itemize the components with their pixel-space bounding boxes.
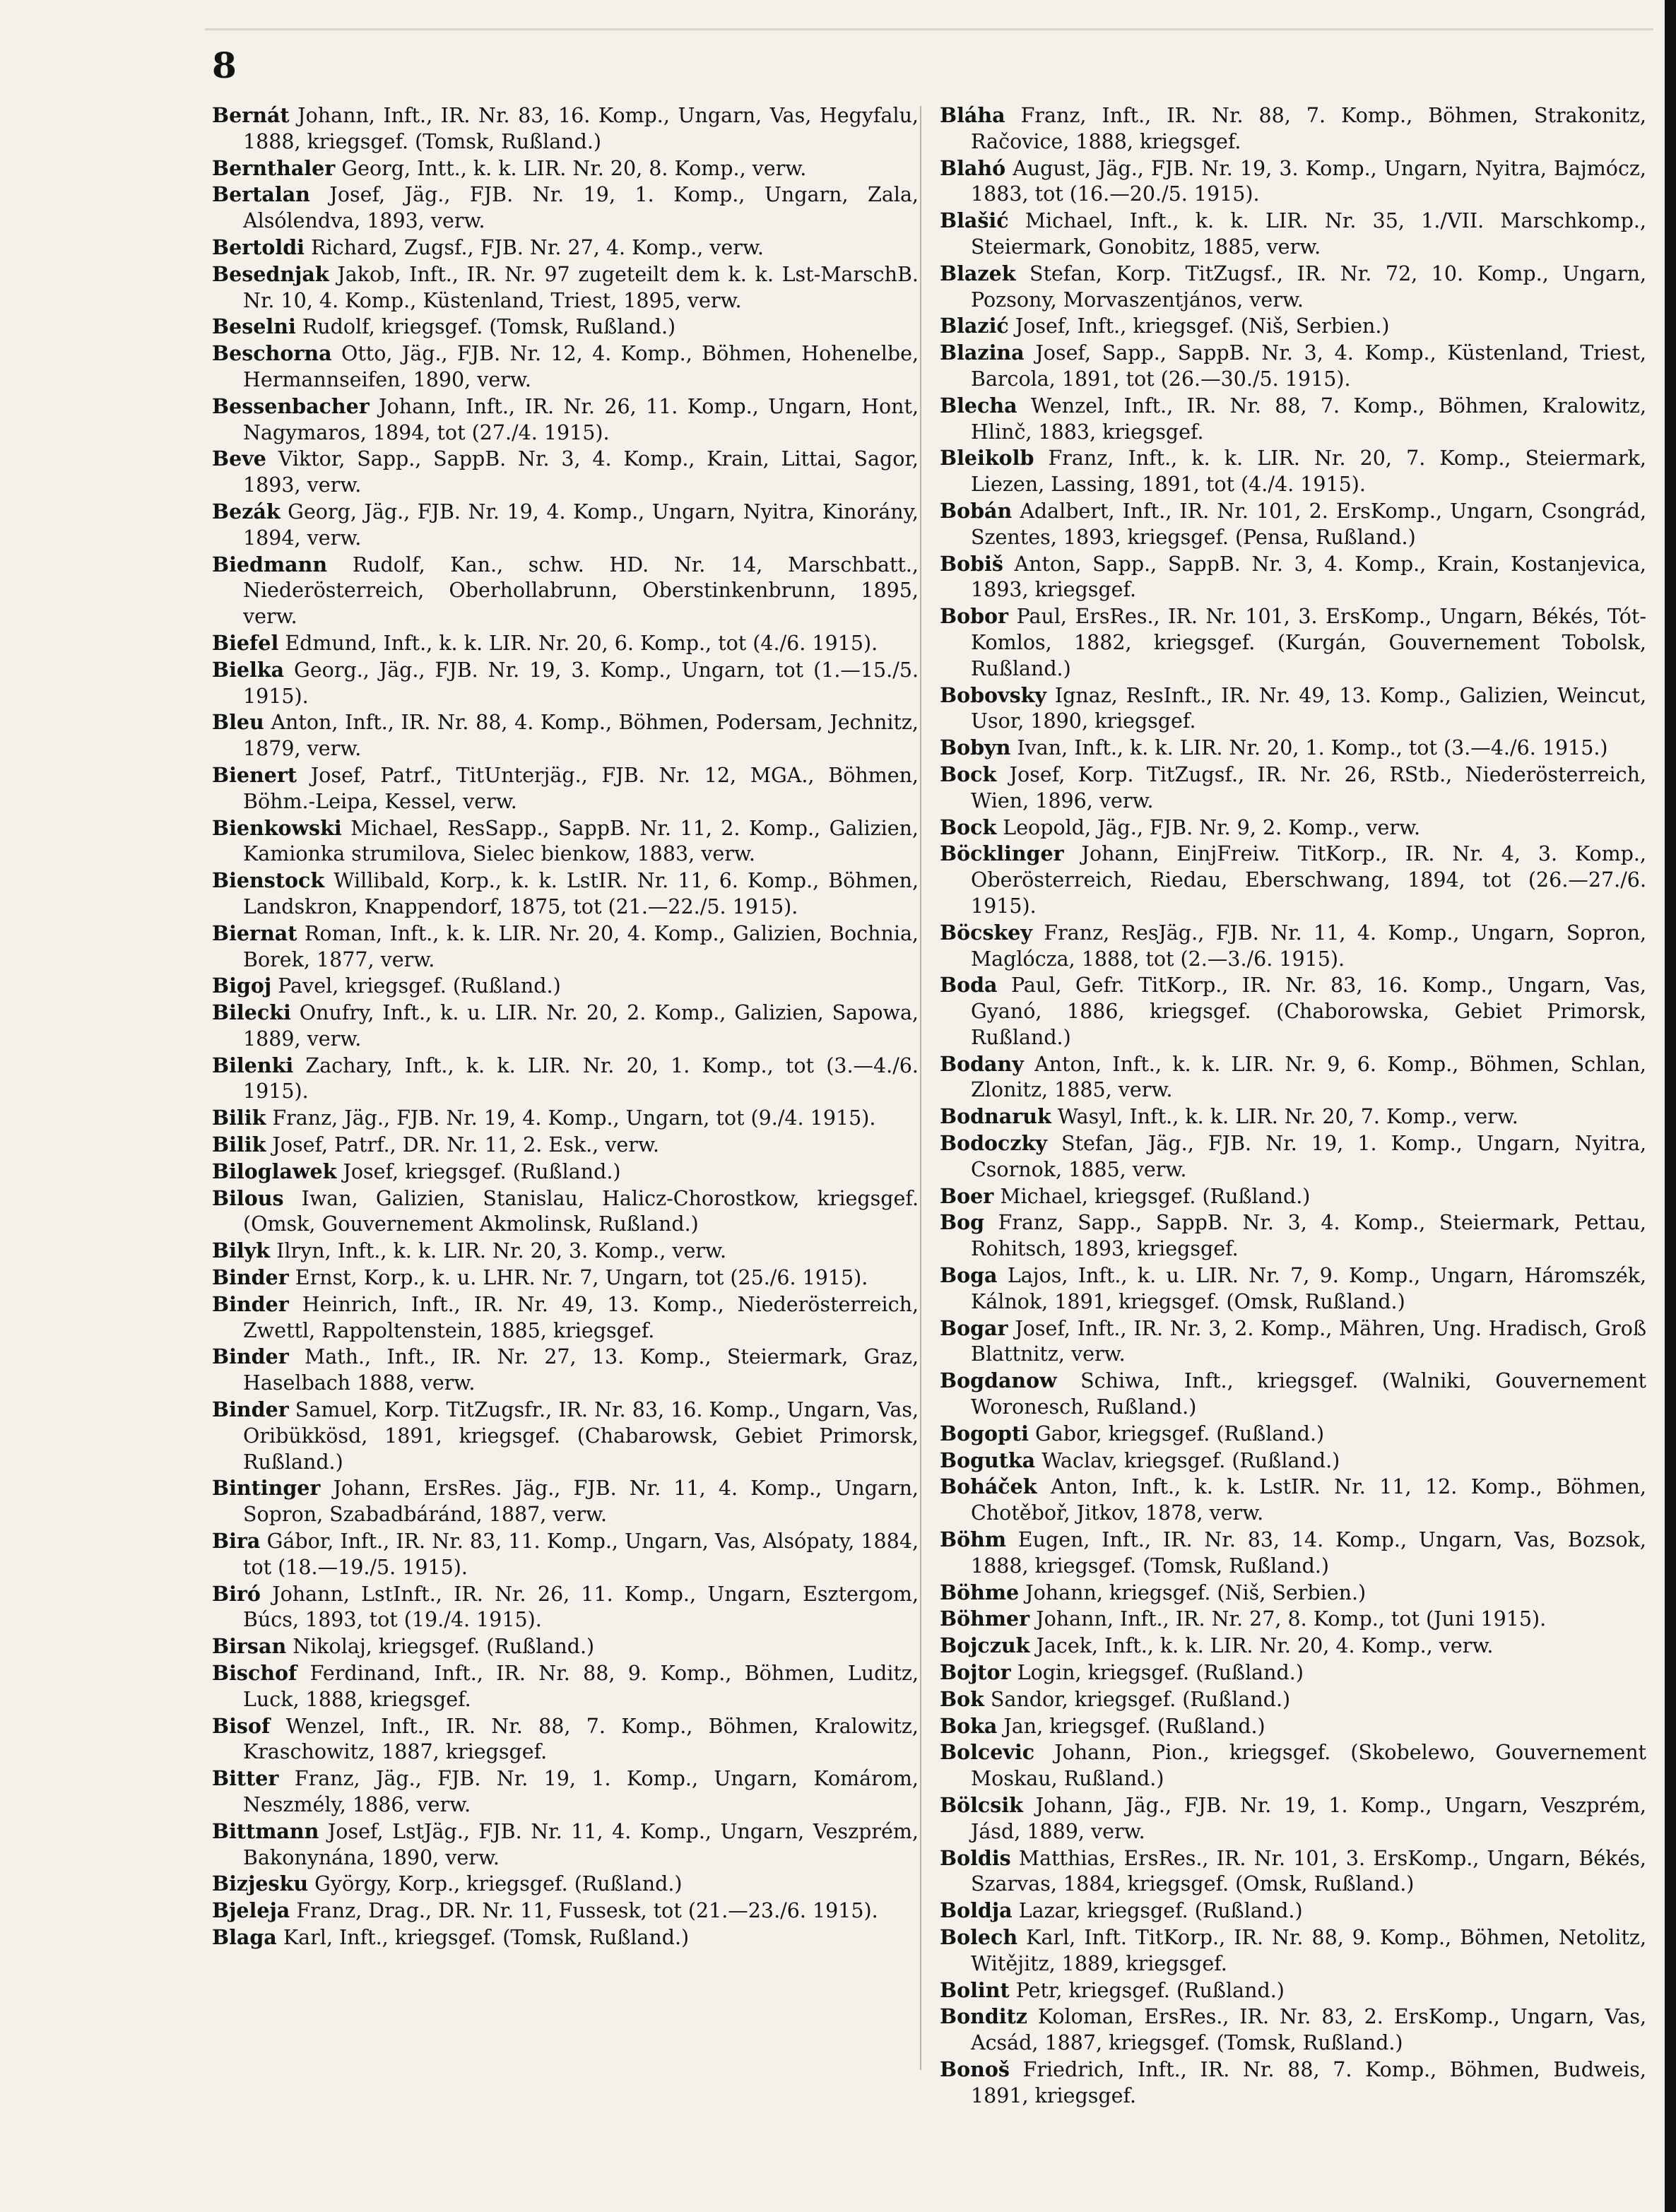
entry-details: Leopold, Jäg., FJB. Nr. 9, 2. Komp., verw. — [1003, 815, 1421, 839]
entry-details: Josef, Patrf., TitUnterjäg., FJB. Nr. 12, MGA., Böhmen, Böhm.-Leipa, Kessel, verw. — [243, 763, 919, 813]
entry-surname: Biedmann — [212, 552, 328, 576]
list-item — [940, 1739, 1646, 1792]
list-item — [940, 1580, 1646, 1607]
entry-surname: Bizjesku — [212, 1871, 309, 1896]
entry-details: Johann, EinjFreiw. TitKorp., IR. Nr. 4, 3. Komp., Oberösterreich, Riedau, Eberschwang, 1894, tot (26.—27./6. 1915). — [971, 842, 1646, 918]
list-item — [940, 735, 1646, 762]
entry-surname: Bintinger — [212, 1476, 321, 1501]
entry-surname: Blazić — [940, 314, 1009, 338]
entry-surname: Bischof — [212, 1661, 297, 1686]
list-item — [940, 208, 1646, 261]
entry-details: Josef, LstJäg., FJB. Nr. 11, 4. Komp., Ungarn, Veszprém, Bakonynána, 1890, verw. — [243, 1819, 919, 1869]
entry-details: Johann, ErsRes. Jäg., FJB. Nr. 11, 4. Komp., Ungarn, Sopron, Szabadbáránd, 1887, verw. — [243, 1477, 919, 1527]
list-item — [940, 1421, 1646, 1448]
entry-surname: Blaga — [212, 1924, 277, 1949]
entry-surname: Bogdanow — [940, 1368, 1057, 1393]
entry-details: Josef, Inft., IR. Nr. 3, 2. Komp., Mähren, Ung. Hradisch, Groß Blattnitz, verw. — [971, 1316, 1646, 1366]
entry-surname: Boda — [940, 973, 998, 998]
list-item — [212, 1265, 919, 1291]
entry-details: Richard, Zugsf., FJB. Nr. 27, 4. Komp., verw. — [311, 235, 764, 259]
entry-surname: Beve — [212, 446, 266, 471]
list-item — [940, 551, 1646, 604]
entry-surname: Bilyk — [212, 1238, 271, 1263]
entry-surname: Bog — [940, 1210, 985, 1235]
entry-surname: Bigoj — [212, 974, 272, 998]
entry-details: Jakob, Inft., IR. Nr. 97 zugeteilt dem k. k. Lst-MarschB. Nr. 10, 4. Komp., Küstenland, Triest, 1895, verw. — [243, 262, 919, 312]
list-item — [940, 1898, 1646, 1924]
entry-details: Stefan, Korp. TitZugsf., IR. Nr. 72, 10. Komp., Ungarn, Pozsony, Morvaszentjános, verw. — [971, 261, 1647, 312]
list-item — [940, 1368, 1646, 1421]
entry-surname: Bisof — [212, 1713, 271, 1738]
left-column — [212, 102, 919, 1951]
entry-details: August, Jäg., FJB. Nr. 19, 3. Komp., Ungarn, Nyitra, Bajmócz, 1883, tot (16.—20./5. 1915). — [971, 156, 1646, 206]
entry-surname: Beschorna — [212, 341, 332, 366]
entry-surname: Bolint — [940, 1977, 1010, 2002]
entry-surname: Böhm — [940, 1527, 1006, 1552]
list-item — [212, 1581, 919, 1634]
entry-surname: Bolech — [940, 1924, 1018, 1949]
list-item — [940, 1209, 1646, 1262]
entry-details: Franz, Jäg., FJB. Nr. 19, 4. Komp., Ungarn, tot (9./4. 1915). — [272, 1106, 876, 1130]
entry-details: Gábor, Inft., IR. Nr. 83, 11. Komp., Ungarn, Vas, Alsópaty, 1884, tot (18.—19./5. 1915). — [243, 1530, 919, 1579]
list-item — [212, 1660, 919, 1713]
list-item — [940, 815, 1646, 841]
entry-details: Michael, Inft., k. k. LIR. Nr. 35, 1./VII. Marschkomp., Steiermark, Gonobitz, 1885, verw. — [971, 209, 1646, 259]
entry-surname: Bertoldi — [212, 235, 305, 259]
entry-surname: Besednjak — [212, 261, 329, 286]
entry-details: Ivan, Inft., k. k. LIR. Nr. 20, 1. Komp., tot (3.—4./6. 1915.) — [1017, 736, 1608, 760]
entry-surname: Blahó — [940, 155, 1006, 180]
entry-surname: Bobiš — [940, 551, 1003, 576]
list-item — [212, 1053, 919, 1106]
entry-surname: Blazina — [940, 341, 1025, 365]
entry-surname: Bodany — [940, 1051, 1024, 1076]
entry-details: Onufry, Inft., k. u. LIR. Nr. 20, 2. Komp., Galizien, Sapowa, 1889, verw. — [243, 1001, 919, 1051]
list-item — [212, 394, 919, 446]
entry-details: Ernst, Korp., k. u. LHR. Nr. 7, Ungarn, tot (25./6. 1915). — [295, 1266, 868, 1290]
entry-surname: Blazek — [940, 261, 1016, 285]
list-item — [212, 1291, 919, 1344]
entry-details: Gabor, kriegsgef. (Rußland.) — [1035, 1421, 1325, 1445]
entry-surname: Bok — [940, 1686, 984, 1711]
list-item — [212, 155, 919, 182]
list-item — [212, 1475, 919, 1528]
entry-details: Franz, Inft., k. k. LIR. Nr. 20, 7. Komp., Steiermark, Liezen, Lassing, 1891, tot (4./4. 1915). — [971, 446, 1646, 497]
entry-details: Franz, Inft., IR. Nr. 88, 7. Komp., Böhmen, Strakonitz, Račovice, 1888, kriegsgef. — [971, 104, 1646, 153]
list-item — [212, 1344, 919, 1397]
entry-surname: Binder — [212, 1397, 289, 1422]
entry-surname: Binder — [212, 1265, 289, 1290]
list-item — [940, 682, 1646, 735]
entry-details: Petr, kriegsgef. (Rußland.) — [1015, 1978, 1285, 2002]
entry-details: Login, kriegsgef. (Rußland.) — [1017, 1661, 1304, 1685]
entry-details: Johann, kriegsgef. (Niš, Serbien.) — [1025, 1580, 1367, 1604]
list-item — [940, 2057, 1646, 2110]
entry-surname: Bobor — [940, 604, 1009, 629]
list-item — [940, 972, 1646, 1051]
list-item — [212, 182, 919, 235]
entry-surname: Boga — [940, 1263, 998, 1288]
entry-details: Otto, Jäg., FJB. Nr. 12, 4. Komp., Böhmen, Hohenelbe, Hermannseifen, 1890, verw. — [243, 342, 919, 391]
entry-details: Anton, Inft., IR. Nr. 88, 4. Komp., Böhmen, Podersam, Jechnitz, 1879, verw. — [243, 711, 919, 761]
entry-surname: Bobovsky — [940, 682, 1046, 707]
list-item — [212, 102, 919, 155]
scan-artifact-rule — [205, 28, 1653, 30]
list-item — [212, 1238, 919, 1265]
entry-details: Koloman, ErsRes., IR. Nr. 83, 2. ErsKomp., Ungarn, Vas, Acsád, 1887, kriegsgef. (Tomsk, Rußland.) — [971, 2005, 1647, 2055]
entry-details: György, Korp., kriegsgef. (Rußland.) — [314, 1872, 683, 1896]
list-item — [212, 868, 919, 921]
entry-surname: Binder — [212, 1291, 289, 1316]
list-item — [940, 1262, 1646, 1315]
list-item — [212, 499, 919, 552]
entry-surname: Bojczuk — [940, 1633, 1030, 1658]
entry-details: Heinrich, Inft., IR. Nr. 49, 13. Komp., Niederösterreich, Zwettl, Rappoltenstein, 1885, kriegsgef. — [243, 1292, 919, 1342]
entry-details: Josef, Sapp., SappB. Nr. 3, 4. Komp., Küstenland, Triest, Barcola, 1891, tot (26.—30./5. 1915). — [971, 341, 1646, 391]
entry-details: Josef, kriegsgef. (Rußland.) — [343, 1159, 621, 1183]
list-item — [940, 1845, 1646, 1898]
entry-details: Lazar, kriegsgef. (Rußland.) — [1018, 1899, 1303, 1923]
entry-details: Franz, Jäg., FJB. Nr. 19, 1. Komp., Ungarn, Komárom, Neszmély, 1886, verw. — [243, 1767, 919, 1816]
list-item — [212, 446, 919, 499]
entry-surname: Bogopti — [940, 1421, 1029, 1445]
list-item — [212, 314, 919, 341]
entry-details: Wenzel, Inft., IR. Nr. 88, 7. Komp., Böhmen, Kralowitz, Hlinč, 1883, kriegsgef. — [971, 394, 1646, 444]
entry-details: Edmund, Inft., k. k. LIR. Nr. 20, 6. Komp., tot (4./6. 1915). — [285, 631, 878, 655]
entry-surname: Bláha — [940, 103, 1005, 127]
entry-details: Johann, LstInft., IR. Nr. 26, 11. Komp., Ungarn, Esztergom, Búcs, 1893, tot (19./4. 1915). — [243, 1582, 919, 1632]
list-item — [212, 921, 919, 974]
entry-surname: Bernthaler — [212, 155, 336, 180]
entry-surname: Biloglawek — [212, 1159, 337, 1183]
entry-surname: Bernát — [212, 103, 290, 127]
entry-details: Franz, Drag., DR. Nr. 11, Fussesk, tot (21.—23./6. 1915). — [296, 1899, 878, 1923]
list-item — [212, 973, 919, 1000]
list-item — [940, 261, 1646, 314]
list-item — [940, 1686, 1646, 1713]
list-item — [212, 1132, 919, 1159]
list-item — [212, 1185, 919, 1238]
entry-details: Josef, Inft., kriegsgef. (Niš, Serbien.) — [1015, 314, 1390, 338]
entry-surname: Bölcsik — [940, 1793, 1023, 1817]
entry-details: Pavel, kriegsgef. (Rußland.) — [278, 974, 561, 998]
entry-details: Paul, Gefr. TitKorp., IR. Nr. 83, 16. Komp., Ungarn, Vas, Gyanó, 1886, kriegsgef. (Chaborowska, Gebiet Primorsk, Rußland.) — [971, 974, 1646, 1049]
list-item — [212, 1713, 919, 1766]
entry-details: Karl, Inft. TitKorp., IR. Nr. 88, 9. Komp., Böhmen, Netolitz, Witějitz, 1889, kriegsgef. — [971, 1925, 1647, 1975]
scan-border — [1665, 0, 1676, 2212]
entry-surname: Birsan — [212, 1634, 287, 1659]
entry-surname: Bira — [212, 1529, 261, 1554]
entry-surname: Bittmann — [212, 1818, 319, 1843]
entry-surname: Boka — [940, 1713, 998, 1738]
entry-surname: Bielka — [212, 657, 285, 682]
entry-surname: Biró — [212, 1581, 261, 1606]
entry-details: Johann, Inft., IR. Nr. 83, 16. Komp., Ungarn, Vas, Hegyfalu, 1888, kriegsgef. (Tomsk, Rußland.) — [243, 104, 919, 153]
entry-surname: Bezák — [212, 499, 281, 524]
entry-details: Josef, Korp. TitZugsf., IR. Nr. 26, RStb., Niederösterreich, Wien, 1896, verw. — [971, 762, 1647, 812]
list-item — [212, 1818, 919, 1871]
entry-details: Waclav, kriegsgef. (Rußland.) — [1041, 1448, 1340, 1472]
entry-surname: Bienstock — [212, 868, 325, 893]
entry-details: Friedrich, Inft., IR. Nr. 88, 7. Komp., Böhmen, Budweis, 1891, kriegsgef. — [971, 2057, 1646, 2107]
entry-surname: Bobán — [940, 498, 1013, 523]
entry-details: Johann, Pion., kriegsgef. (Skobelewo, Gouvernement Moskau, Rußland.) — [971, 1741, 1647, 1791]
list-item — [212, 630, 919, 657]
entry-surname: Bock — [940, 815, 997, 839]
entry-surname: Bobyn — [940, 735, 1011, 760]
list-item — [940, 1633, 1646, 1660]
list-item — [212, 1000, 919, 1053]
list-item — [212, 1766, 919, 1818]
list-item — [940, 1183, 1646, 1210]
entry-details: Johann, Jäg., FJB. Nr. 19, 1. Komp., Ungarn, Veszprém, Jásd, 1889, verw. — [971, 1794, 1646, 1843]
list-item — [212, 341, 919, 394]
list-item — [212, 1105, 919, 1132]
list-item — [940, 445, 1646, 498]
list-item — [940, 841, 1646, 919]
entry-surname: Biernat — [212, 921, 297, 945]
entry-details: Rudolf, Kan., schw. HD. Nr. 14, Marschbatt., Niederösterreich, Oberhollabrunn, Oberstinkenbrunn, 1895, verw. — [243, 552, 919, 629]
entry-surname: Boháček — [940, 1474, 1037, 1499]
list-item — [940, 313, 1646, 340]
entry-details: Stefan, Jäg., FJB. Nr. 19, 1. Komp., Ungarn, Nyitra, Csornok, 1885, verw. — [971, 1132, 1647, 1181]
entry-details: Jacek, Inft., k. k. LIR. Nr. 20, 4. Komp., verw. — [1036, 1634, 1494, 1658]
entry-surname: Biefel — [212, 630, 279, 655]
entry-surname: Böhme — [940, 1580, 1020, 1604]
entry-details: Karl, Inft., kriegsgef. (Tomsk, Rußland.) — [283, 1925, 690, 1949]
entry-surname: Bogutka — [940, 1448, 1036, 1472]
entry-surname: Böcskey — [940, 920, 1032, 945]
entry-details: Georg, Intt., k. k. LIR. Nr. 20, 8. Komp., verw. — [341, 156, 807, 180]
list-item — [940, 762, 1646, 815]
list-item — [212, 261, 919, 314]
entry-surname: Binder — [212, 1344, 289, 1369]
entry-details: Josef, Jäg., FJB. Nr. 19, 1. Komp., Ungarn, Zala, Alsólendva, 1893, verw. — [243, 183, 919, 233]
list-item — [940, 393, 1646, 446]
entry-surname: Bojtor — [940, 1660, 1011, 1685]
list-item — [212, 709, 919, 762]
entry-surname: Bertalan — [212, 182, 310, 207]
entry-details: Ferdinand, Inft., IR. Nr. 88, 9. Komp., Böhmen, Luditz, Luck, 1888, kriegsgef. — [243, 1662, 919, 1711]
list-item — [212, 552, 919, 630]
list-item — [940, 1713, 1646, 1740]
entry-details: Schiwa, Inft., kriegsgef. (Walniki, Gouvernement Woronesch, Rußland.) — [971, 1369, 1646, 1419]
list-item — [940, 1448, 1646, 1474]
entry-surname: Bonoš — [940, 2057, 1010, 2081]
entry-details: Anton, Inft., k. k. LstIR. Nr. 11, 12. Komp., Böhmen, Chotěboř, Jitkov, 1878, verw. — [971, 1475, 1646, 1525]
page-number: 8 — [212, 45, 237, 86]
entry-surname: Boldis — [940, 1845, 1011, 1870]
entry-surname: Bonditz — [940, 2004, 1027, 2029]
entry-details: Nikolaj, kriegsgef. (Rußland.) — [293, 1635, 595, 1659]
entry-surname: Bock — [940, 762, 997, 786]
list-item — [940, 1924, 1646, 1977]
entry-surname: Blecha — [940, 393, 1017, 418]
list-item — [940, 1977, 1646, 2004]
entry-details: Iwan, Galizien, Stanislau, Halicz-Chorostkow, kriegsgef. (Omsk, Gouvernement Akmolinsk, Rußland.) — [243, 1186, 919, 1236]
entry-details: Paul, ErsRes., IR. Nr. 101, 3. ErsKomp., Ungarn, Békés, Tót-Komlos, 1882, kriegsgef. (Kurgán, Gouvernement Tobolsk, Rußland.) — [971, 605, 1647, 680]
entry-details: Ignaz, ResInft., IR. Nr. 49, 13. Komp., Galizien, Weincut, Usor, 1890, kriegsgef. — [971, 683, 1647, 733]
list-item — [940, 1660, 1646, 1686]
entry-surname: Bienkowski — [212, 815, 342, 840]
list-item — [940, 1792, 1646, 1845]
entry-details: Franz, ResJäg., FJB. Nr. 11, 4. Komp., Ungarn, Sopron, Maglócza, 1888, tot (2.—3./6. 1915). — [971, 921, 1647, 971]
list-item — [940, 1527, 1646, 1580]
list-item — [940, 102, 1646, 155]
entry-surname: Bjeleja — [212, 1898, 290, 1923]
entry-surname: Bitter — [212, 1766, 279, 1791]
entry-surname: Bilenki — [212, 1053, 294, 1077]
entry-details: Georg., Jäg., FJB. Nr. 19, 3. Komp., Ungarn, tot (1.—15./5. 1915). — [243, 658, 919, 708]
entry-surname: Bleikolb — [940, 446, 1034, 471]
entry-surname: Boer — [940, 1183, 994, 1208]
list-item — [212, 1924, 919, 1951]
entry-surname: Bleu — [212, 710, 264, 735]
list-item — [940, 1474, 1646, 1527]
entry-details: Adalbert, Inft., IR. Nr. 101, 2. ErsKomp., Ungarn, Csongrád, Szentes, 1893, kriegsgef. (Pensa, Rußland.) — [971, 499, 1646, 549]
entry-details: Wenzel, Inft., IR. Nr. 88, 7. Komp., Böhmen, Kralowitz, Kraschowitz, 1887, kriegsgef. — [243, 1714, 919, 1764]
entry-details: Michael, kriegsgef. (Rußland.) — [1000, 1184, 1311, 1208]
entry-surname: Bodnaruk — [940, 1104, 1051, 1129]
list-item — [940, 1606, 1646, 1633]
entry-surname: Blašić — [940, 208, 1009, 233]
entry-surname: Boldja — [940, 1898, 1013, 1923]
entry-surname: Bilik — [212, 1132, 266, 1157]
list-item — [940, 1104, 1646, 1130]
list-item — [940, 340, 1646, 393]
list-item — [212, 235, 919, 261]
entry-surname: Bogar — [940, 1315, 1008, 1340]
list-item — [212, 762, 919, 815]
entry-details: Georg, Jäg., FJB. Nr. 19, 4. Komp., Ungarn, Nyitra, Kinorány, 1894, verw. — [243, 499, 919, 550]
entry-details: Viktor, Sapp., SappB. Nr. 3, 4. Komp., Krain, Littai, Sagor, 1893, verw. — [243, 447, 919, 497]
entry-surname: Beselni — [212, 314, 296, 339]
entry-details: Eugen, Inft., IR. Nr. 83, 14. Komp., Ungarn, Vas, Bozsok, 1888, kriegsgef. (Tomsk, Rußland.) — [971, 1528, 1646, 1578]
list-item — [940, 1051, 1646, 1104]
entry-details: Ilryn, Inft., k. k. LIR. Nr. 20, 3. Komp., verw. — [276, 1239, 727, 1263]
list-item — [212, 1898, 919, 1924]
entry-surname: Böcklinger — [940, 841, 1064, 866]
entry-surname: Bolcevic — [940, 1740, 1035, 1765]
entry-details: Franz, Sapp., SappB. Nr. 3, 4. Komp., Steiermark, Pettau, Rohitsch, 1893, kriegsgef. — [971, 1211, 1646, 1261]
entry-details: Zachary, Inft., k. k. LIR. Nr. 20, 1. Komp., tot (3.—4./6. 1915). — [243, 1053, 919, 1104]
entry-surname: Bilecki — [212, 1000, 291, 1025]
right-column — [940, 102, 1646, 2110]
entry-details: Michael, ResSapp., SappB. Nr. 11, 2. Komp., Galizien, Kamionka strumilova, Sielec bienkow, 1883, verw. — [243, 816, 919, 866]
list-item — [940, 2004, 1646, 2057]
entry-details: Johann, Inft., IR. Nr. 26, 11. Komp., Ungarn, Hont, Nagymaros, 1894, tot (27./4. 1915). — [243, 394, 919, 444]
entry-details: Jan, kriegsgef. (Rußland.) — [1003, 1714, 1265, 1738]
list-item — [940, 498, 1646, 551]
entry-details: Josef, Patrf., DR. Nr. 11, 2. Esk., verw. — [272, 1133, 659, 1157]
entry-details: Willibald, Korp., k. k. LstIR. Nr. 11, 6. Komp., Böhmen, Landskron, Knappendorf, 1875, tot (21.—22./5. 1915). — [243, 869, 919, 918]
list-item — [940, 920, 1646, 973]
list-item — [212, 815, 919, 868]
entry-details: Roman, Inft., k. k. LIR. Nr. 20, 4. Komp., Galizien, Bochnia, Borek, 1877, verw. — [243, 921, 919, 971]
entry-details: Sandor, kriegsgef. (Rußland.) — [990, 1687, 1291, 1711]
list-item — [212, 1528, 919, 1581]
entry-details: Math., Inft., IR. Nr. 27, 13. Komp., Steiermark, Graz, Haselbach 1888, verw. — [243, 1345, 919, 1395]
list-item — [212, 1871, 919, 1898]
entry-surname: Bienert — [212, 762, 297, 787]
list-item — [212, 1633, 919, 1660]
list-item — [940, 1315, 1646, 1368]
entry-details: Anton, Inft., k. k. LIR. Nr. 9, 6. Komp., Böhmen, Schlan, Zlonitz, 1885, verw. — [971, 1052, 1646, 1102]
entry-details: Matthias, ErsRes., IR. Nr. 101, 3. ErsKomp., Ungarn, Békés, Szarvas, 1884, kriegsgef. (Omsk, Rußland.) — [971, 1846, 1646, 1896]
list-item — [940, 603, 1646, 682]
entry-details: Samuel, Korp. TitZugsfr., IR. Nr. 83, 16. Komp., Ungarn, Vas, Oribükkösd, 1891, kriegsgef. (Chabarowsk, Gebiet Primorsk, Rußland.) — [243, 1398, 919, 1474]
entry-details: Rudolf, kriegsgef. (Tomsk, Rußland.) — [302, 315, 676, 339]
list-item — [212, 657, 919, 710]
list-item — [940, 1130, 1646, 1183]
list-item — [212, 1159, 919, 1185]
entry-details: Anton, Sapp., SappB. Nr. 3, 4. Komp., Krain, Kostanjevica, 1893, kriegsgef. — [971, 552, 1646, 602]
list-item — [940, 155, 1646, 208]
entry-details: Lajos, Inft., k. u. LIR. Nr. 7, 9. Komp., Ungarn, Háromszék, Kálnok, 1891, kriegsgef. (Omsk, Rußland.) — [971, 1264, 1647, 1313]
entry-surname: Bessenbacher — [212, 394, 370, 418]
entry-details: Johann, Inft., IR. Nr. 27, 8. Komp., tot (Juni 1915). — [1036, 1607, 1547, 1631]
entry-surname: Bilous — [212, 1185, 284, 1210]
entry-surname: Bodoczky — [940, 1131, 1047, 1156]
entry-surname: Böhmer — [940, 1607, 1030, 1631]
column-divider — [920, 106, 921, 2070]
entry-details: Wasyl, Inft., k. k. LIR. Nr. 20, 7. Komp., verw. — [1057, 1105, 1518, 1129]
entry-surname: Bilik — [212, 1106, 266, 1130]
list-item — [212, 1397, 919, 1475]
